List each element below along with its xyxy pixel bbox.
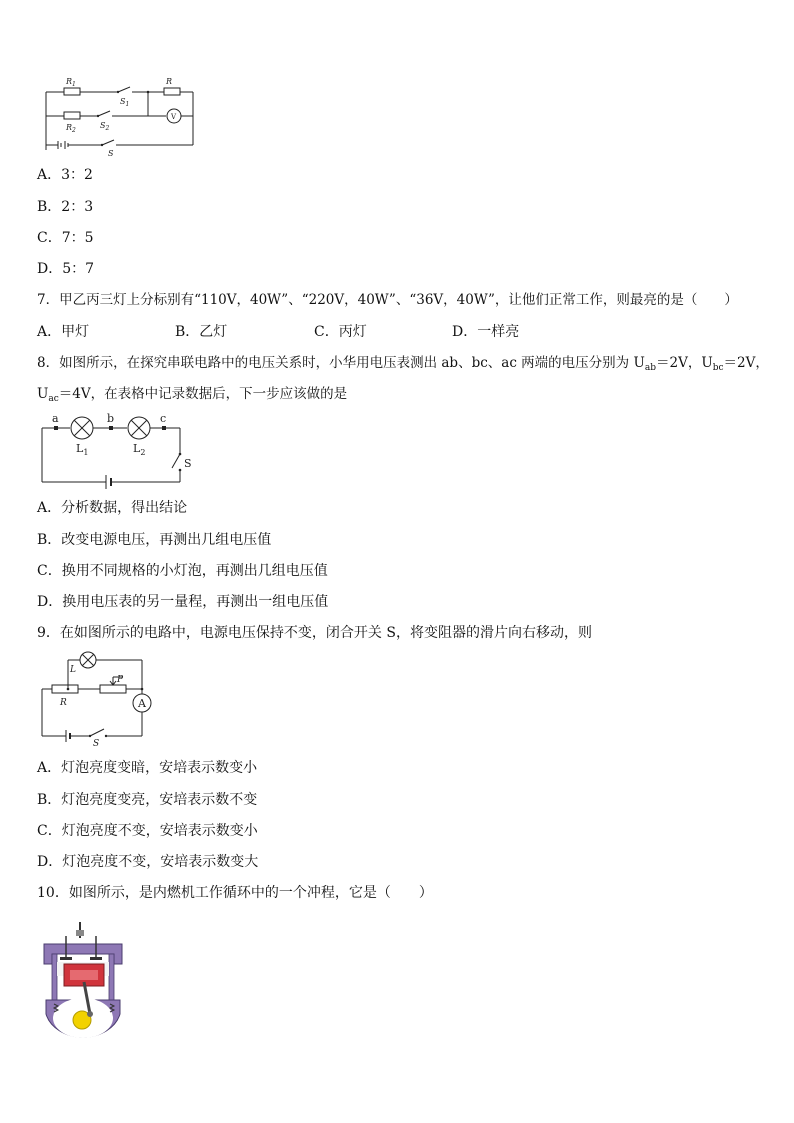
u-bc-eq: ＝2V， [723,355,769,371]
s-label: S [108,149,114,158]
voltmeter-label: V [171,113,177,121]
r2-sub: 2 [72,127,76,134]
q8-option-a: A．分析数据，得出结论 [37,500,188,516]
svg-text:R2 [65,123,76,134]
q9-stem: 9．在如图所示的电路中，电源电压保持不变，闭合开关 S，将变阻器的滑片向右移动，则 [37,625,592,641]
q6-option-a: A．3：2 [37,167,93,183]
s1-sub: 1 [125,101,130,108]
u-ab-eq: ＝2V，U [655,355,713,371]
slider-p-label: P [117,675,124,685]
q6-option-d: D．5：7 [37,261,95,277]
r2-label: R [66,123,73,132]
u-ab-sub: ab [644,363,656,373]
r1-sub: 1 [72,81,76,88]
svg-text:R1 [65,77,76,88]
q8-stem-rest: ＝4V，在表格中记录数据后，下一步应该做的是 [58,386,348,402]
l1-label: L [76,442,84,455]
ammeter-label: A [138,697,146,710]
s2-sub: 2 [105,125,110,132]
q7-option-a: A．甲灯 [37,324,90,340]
switch-s-label-q9: S [93,739,100,748]
q9-option-c: C．灯泡亮度不变，安培表示数变小 [37,823,258,839]
resistor-r-label: R [60,698,67,708]
q6-option-b: B．2：3 [37,199,94,215]
q7-option-c: C．丙灯 [314,324,367,340]
q8-stem-text: 8．如图所示，在探究串联电路中的电压关系时，小华用电压表测出 ab、bc、ac 两端的电压分别为 U [37,355,645,371]
q9-option-a: A．灯泡亮度变暗，安培表示数变小 [37,760,258,776]
l2-label: L [133,442,141,455]
series-circuit-figure-q8 [38,410,198,492]
q6-option-c: C．7：5 [37,230,94,246]
u-ac-label: U [37,386,49,402]
switch-s-label: S [184,457,192,470]
q10-stem: 10．如图所示，是内燃机工作循环中的一个冲程，它是（ ） [37,885,433,901]
l2-sub: 2 [140,448,146,457]
q8-option-b: B．改变电源电压，再测出几组电压值 [37,532,272,548]
q8-stem-line1 [37,354,769,377]
node-a-label: a [52,412,59,425]
q7-option-d: D．一样亮 [452,324,520,340]
q8-stem-line2 [37,385,347,408]
node-c-label: c [160,412,167,425]
l1-sub: 1 [83,448,89,457]
lamp-l-label: L [70,665,76,675]
svg-text:L2 [133,442,145,457]
node-b-label: b [107,412,115,425]
u-bc-sub: bc [712,363,724,373]
q8-option-d: D．换用电压表的另一量程，再测出一组电压值 [37,594,329,610]
s2-label: S [100,121,106,130]
svg-text:S2 [100,121,109,132]
q7-stem: 7．甲乙丙三灯上分标别有“110V，40W”、“220V，40W”、“36V，40W”，让他们正常工作，则最亮的是（ ） [37,292,738,308]
svg-text:S1 [120,97,129,108]
q9-option-d: D．灯泡亮度不变，安培表示数变大 [37,854,259,870]
q7-option-b: B．乙灯 [175,324,228,340]
svg-text:L1 [76,442,88,457]
circuit-figure-q6 [40,72,200,162]
q9-option-b: B．灯泡亮度变亮，安培表示数不变 [37,792,258,808]
engine-stroke-figure [40,922,130,1044]
s1-label: S [120,97,126,106]
circuit-figure-q9 [38,648,158,748]
r-label: R [166,77,173,86]
r1-label: R [66,77,73,86]
q8-option-c: C．换用不同规格的小灯泡，再测出几组电压值 [37,563,328,579]
u-ac-sub: ac [48,394,59,404]
